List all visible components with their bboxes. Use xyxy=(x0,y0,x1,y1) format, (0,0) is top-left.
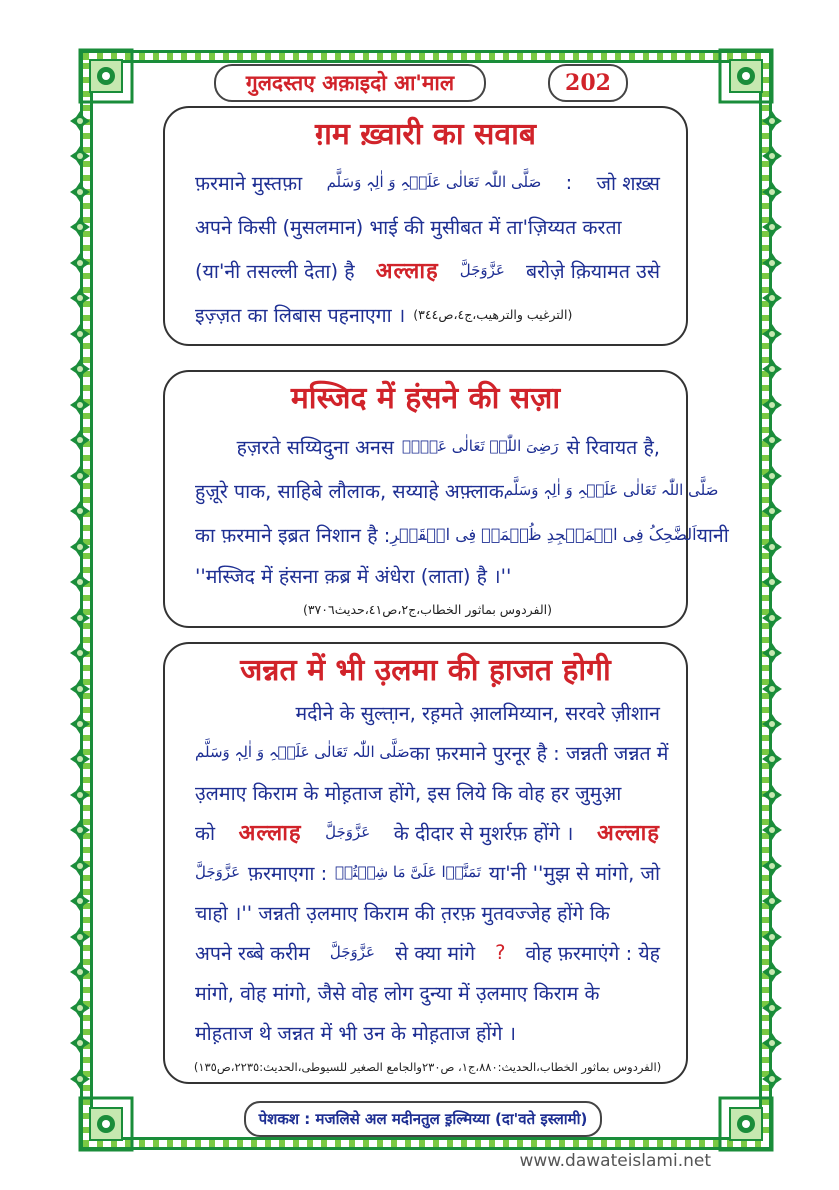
reference-citation: (الترغیب والترھیب،ج٤،ص٣٤٤) xyxy=(413,306,573,322)
border-ornament-icon xyxy=(761,287,783,309)
page-number: 202 xyxy=(565,70,611,96)
text-line xyxy=(195,1052,660,1082)
text-segment: जो शख़्स xyxy=(596,171,660,195)
border-ornament-icon xyxy=(761,429,783,451)
text-line xyxy=(195,468,719,512)
border-ornament-icon xyxy=(69,252,91,274)
text-line xyxy=(195,160,660,204)
arabic-salutation: صَلَّی اللّٰہ تَعَالٰی عَلَیۡہِ وَ اٰلِہٖ وَسَلَّم xyxy=(195,743,410,761)
text-segment: वोह फ़रमाएंगे : येह xyxy=(525,941,660,965)
allah-word: अल्लाह xyxy=(596,821,660,846)
border-ornament-icon xyxy=(761,323,783,345)
text-segment: फ़रमाएगा : xyxy=(247,861,328,885)
text-line xyxy=(195,424,660,468)
publisher-banner xyxy=(244,1101,602,1137)
section-body xyxy=(195,424,729,624)
arabic-salutation: صَلَّی اللّٰہ تَعَالٰی عَلَیۡہِ وَ اٰلِہٖ وَسَلَّم xyxy=(503,481,719,499)
arabic-honorific: عَزَّوَجَلَّ xyxy=(329,943,375,961)
text-segment: मदीने के सुल्ता़न, रह़मते आ़लमिय्यान, सरवरे ज़ीशान xyxy=(295,701,660,725)
text-segment: मोह़ताज थे जन्नत में भी उन के मोह़ताज होंगे । xyxy=(195,1021,517,1045)
border-ornament-icon xyxy=(69,819,91,841)
border-ornament-icon xyxy=(761,500,783,522)
border-ornament-icon xyxy=(761,358,783,380)
border-ornament-icon xyxy=(761,926,783,948)
border-ornament-icon xyxy=(761,252,783,274)
arabic-honorific: عَزَّوَجَلَّ xyxy=(459,261,505,279)
border-ornament-icon xyxy=(761,536,783,558)
border-ornament-icon xyxy=(761,145,783,167)
section-ghamkhwari xyxy=(163,106,688,346)
section-title: जन्नत में भी उ़लमा की ह़ाजत होगी xyxy=(240,653,611,688)
section-masjid-hansna xyxy=(163,370,729,628)
border-ornament-icon xyxy=(69,713,91,735)
text-segment: उ़लमाए किराम के मोह़ताज होंगे, इस लिये कि वोह हर जुमुआ़ xyxy=(195,781,622,805)
border-ornament-icon xyxy=(761,642,783,664)
text-segment: (या'नी तसल्ली देता) है xyxy=(195,259,355,283)
allah-word: अल्लाह xyxy=(238,821,302,846)
border-ornament-icon xyxy=(69,678,91,700)
book-title: गुलदस्तए अक़ाइदो आ'माल xyxy=(245,71,455,95)
left-border-ornaments xyxy=(68,110,92,1090)
border-ornament-icon xyxy=(69,1032,91,1054)
border-ornament-icon xyxy=(761,216,783,238)
border-ornament-icon xyxy=(69,465,91,487)
arabic-hadith: اَلضَّحِکُ فِی الۡمَسۡجِدِ ظُلۡمَۃٌ فِی الۡقَبۡرِ xyxy=(390,524,697,544)
text-segment: इज़्ज़त का लिबास पहनाएगा । xyxy=(195,303,406,327)
border-ornament-icon xyxy=(69,429,91,451)
border-ornament-icon xyxy=(761,890,783,912)
text-segment: चाहो ।'' जन्नती उ़लमाए किराम की त़रफ़ मुतवज्जेह होंगे कि xyxy=(195,901,610,925)
text-segment: हुज़ूरे पाक, साहिबे लौलाक, सय्याहे अफ़्लाक xyxy=(195,479,504,503)
arabic-quote: تَمَنَّوۡا عَلَیَّ مَا شِئۡتُمۡ xyxy=(335,863,482,881)
corner-ornament-icon xyxy=(716,46,776,106)
corner-ornament-icon xyxy=(76,46,136,106)
text-line xyxy=(195,852,660,892)
text-segment: से क्या मांगे xyxy=(394,941,476,965)
border-ornament-icon xyxy=(69,961,91,983)
reference-citation: (الفردوس بماثور الخطاب،ج٢،ص٤١،حدیث٣٧٠٦) xyxy=(302,601,553,617)
border-ornament-icon xyxy=(69,571,91,593)
text-segment: का फ़रमाने पुरनूर है : जन्नती जन्नत में xyxy=(409,741,669,765)
text-segment: : xyxy=(565,170,573,194)
text-segment: के दीदार से मुशर्रफ़ होंगे । xyxy=(393,821,574,845)
text-line xyxy=(195,972,660,1012)
corner-ornament-icon xyxy=(76,1094,136,1154)
text-segment: ''मस्जिद में हंसना क़ब्र में अंधेरा (लाता) है ।'' xyxy=(195,564,512,588)
text-segment: मांगो, वोह मांगो, जैसे वोह लोग दुन्या में उ़लमाए किराम के xyxy=(195,981,600,1005)
text-line xyxy=(195,732,669,772)
text-line xyxy=(195,594,660,624)
text-line xyxy=(195,248,660,292)
text-line xyxy=(195,932,660,972)
right-border-ornaments xyxy=(760,110,784,1090)
border-ornament-icon xyxy=(761,110,783,132)
text-segment: यानी xyxy=(696,523,729,547)
border-ornament-icon xyxy=(761,571,783,593)
section-body xyxy=(193,692,669,1082)
border-ornament-icon xyxy=(761,607,783,629)
text-segment: हज़रते सय्यिदुना अनस xyxy=(236,435,394,459)
book-title-banner xyxy=(214,64,486,102)
section-jannat-ulama xyxy=(163,642,688,1084)
border-ornament-icon xyxy=(69,287,91,309)
text-segment: बरोज़े क़ियामत उसे xyxy=(525,259,660,283)
text-line xyxy=(195,512,729,556)
border-ornament-icon xyxy=(69,394,91,416)
border-ornament-icon xyxy=(761,713,783,735)
text-segment: का फ़रमाने इब्रत निशान है : xyxy=(195,523,391,547)
text-line xyxy=(195,772,660,812)
arabic-salutation: صَلَّی اللّٰہ تَعَالٰی عَلَیۡہِ وَ اٰلِہٖ وَسَلَّم xyxy=(326,173,542,191)
text-line xyxy=(195,692,660,732)
section-title: ग़म ख़्वारी का सवाब xyxy=(315,117,536,152)
border-ornament-icon xyxy=(761,678,783,700)
arabic-honorific: عَزَّوَجَلَّ xyxy=(325,823,371,841)
allah-word: अल्लाह xyxy=(375,259,439,284)
text-segment: से रिवायत है, xyxy=(566,435,660,459)
text-line xyxy=(195,204,660,248)
text-line xyxy=(195,812,660,852)
corner-ornament-icon xyxy=(716,1094,776,1154)
arabic-honorific: عَزَّوَجَلَّ xyxy=(195,863,241,881)
section-body xyxy=(195,160,660,336)
border-ornament-icon xyxy=(69,536,91,558)
question-mark: ? xyxy=(495,940,506,964)
border-ornament-icon xyxy=(69,145,91,167)
border-ornament-icon xyxy=(69,110,91,132)
text-segment: या'नी ''मुझ से मांगो, जो xyxy=(488,861,660,885)
border-ornament-icon xyxy=(761,997,783,1019)
border-ornament-icon xyxy=(761,465,783,487)
text-segment: को xyxy=(195,821,216,845)
border-ornament-icon xyxy=(761,181,783,203)
text-segment: अपने रब्बे करीम xyxy=(195,941,310,965)
text-line xyxy=(195,292,660,336)
border-ornament-icon xyxy=(69,500,91,522)
border-ornament-icon xyxy=(69,784,91,806)
border-ornament-icon xyxy=(761,855,783,877)
border-ornament-icon xyxy=(761,784,783,806)
border-ornament-icon xyxy=(761,748,783,770)
border-ornament-icon xyxy=(69,216,91,238)
text-line xyxy=(195,892,660,932)
text-line xyxy=(195,1012,660,1052)
arabic-honorific: رَضِیَ اللّٰہُ تَعَالٰی عَنۡہُ xyxy=(402,437,559,455)
border-ornament-icon xyxy=(69,855,91,877)
border-ornament-icon xyxy=(69,607,91,629)
text-segment: फ़रमाने मुस्तफ़ा xyxy=(195,171,303,195)
border-ornament-icon xyxy=(69,748,91,770)
border-ornament-icon xyxy=(69,642,91,664)
border-ornament-icon xyxy=(761,961,783,983)
border-ornament-icon xyxy=(69,890,91,912)
section-title: मस्जिद में हंसने की सज़ा xyxy=(290,381,561,416)
border-ornament-icon xyxy=(69,926,91,948)
border-ornament-icon xyxy=(69,181,91,203)
border-ornament-icon xyxy=(69,358,91,380)
publisher-text: पेशकश : मजलिसे अल मदीनतुल इ़ल्मिय्या (दा'वते इस्लामी) xyxy=(258,1110,588,1128)
border-ornament-icon xyxy=(761,1068,783,1090)
reference-citation: (الفردوس بماثور الخطاب،الحدیث:٨٨٠،ج١، ص٢٣٠والجامع الصغیر للسیوطی،الحدیث:٢٢٣٥،ص١٣٥) xyxy=(193,1060,662,1074)
border-ornament-icon xyxy=(69,323,91,345)
text-line xyxy=(195,556,660,594)
website-url: www.dawateislami.net xyxy=(519,1151,711,1171)
border-ornament-icon xyxy=(761,1032,783,1054)
border-ornament-icon xyxy=(69,1068,91,1090)
text-segment: अपने किसी (मुसलमान) भाई की मुसीबत में ता'ज़िय्यत करता xyxy=(195,215,622,239)
border-ornament-icon xyxy=(761,819,783,841)
page-number-badge xyxy=(548,64,628,102)
border-ornament-icon xyxy=(761,394,783,416)
border-ornament-icon xyxy=(69,997,91,1019)
